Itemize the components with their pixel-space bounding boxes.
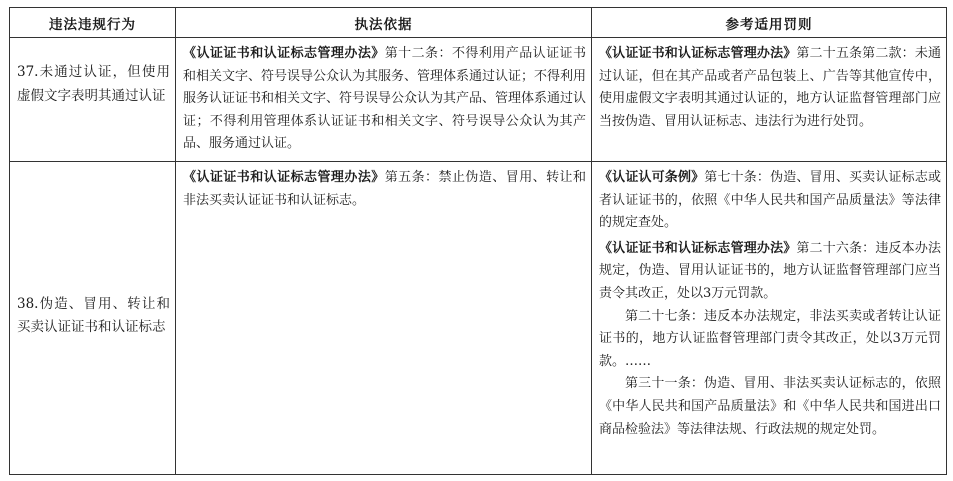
header-legal-basis: 执法依据: [176, 8, 592, 38]
regulation-table: [9, 7, 947, 475]
table-header-row: [10, 8, 947, 38]
article-text: 第五条：禁止伪造、冒用、转让和非法买卖认证证书和认证标志。: [183, 170, 586, 208]
violation-text: 38.伪造、冒用、转让和买卖认证证书和认证标志: [17, 295, 170, 335]
article-text: 第二十七条：违反本办法规定，非法买卖或者转让认证证书的，地方认证监督管理部门责令其改正，处以3万元罚款。……: [599, 308, 941, 369]
law-name: 《认证证书和认证标志管理办法》: [183, 170, 385, 185]
law-name: 《认证证书和认证标志管理办法》: [183, 46, 385, 61]
law-name: 《认证认可条例》: [599, 170, 705, 185]
article-text: 第十二条：不得利用产品认证证书和相关文字、符号误导公众认为其服务、管理体系通过认证；不得利用服务认证证书和相关文字、符号误导公众认为其产品、管理体系通过认证；不得利用管理体系认证证书和相关文字、符号误导公众认为其产品、服务通过认证。: [183, 46, 587, 152]
table-row: [10, 38, 947, 162]
violation-cell: [10, 162, 176, 475]
violation-text: 37.未通过认证，但使用虚假文字表明其通过认证: [17, 64, 170, 104]
article-text: 第七十条：伪造、冒用、买卖认证标志或者认证证书的，依照《中华人民共和国产品质量法》等法律的规定查处。: [599, 170, 941, 231]
legal-basis-cell: [176, 162, 592, 475]
law-name: 《认证证书和认证标志管理办法》: [599, 240, 797, 256]
penalty-cell: [592, 162, 947, 475]
violation-cell: [10, 38, 176, 162]
law-name: 《认证证书和认证标志管理办法》: [599, 46, 797, 61]
article-text: 第三十一条：伪造、冒用、非法买卖认证标志的，依照《中华人民共和国产品质量法》和《中华人民共和国进出口商品检验法》等法律法规、行政法规的规定处罚。: [599, 376, 941, 437]
penalty-cell: [592, 38, 947, 162]
article-text: 第二十六条：违反本办法规定，伪造、冒用认证证书的，地方认证监督管理部门应当责令其改正，处以3万元罚款。: [599, 240, 941, 301]
header-violation: 违法违规行为: [10, 8, 176, 38]
table-row: [10, 162, 947, 475]
legal-basis-cell: [176, 38, 592, 162]
header-penalty: 参考适用罚则: [592, 8, 947, 38]
article-text: 第二十五条第二款：未通过认证，但在其产品或者产品包装上、广告等其他宣传中，使用虚假文字表明其通过认证的，地方认证监督管理部门应当按伪造、冒用认证标志、违法行为进行处罚。: [599, 46, 941, 129]
